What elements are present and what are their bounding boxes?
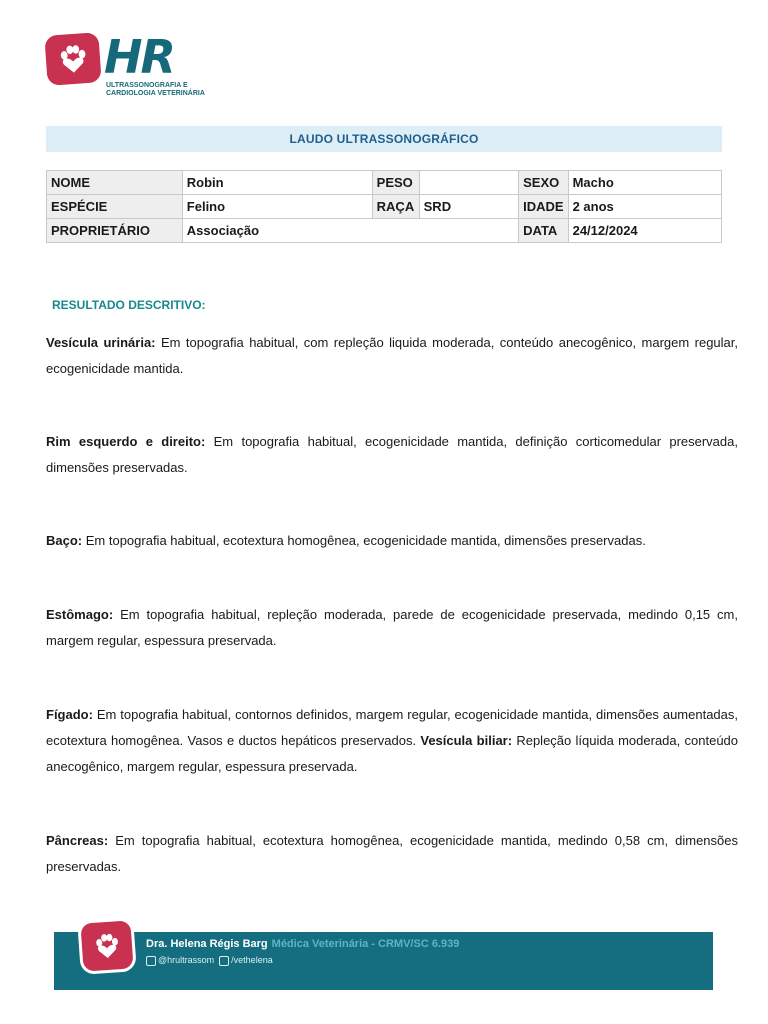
finding-text: Em topografia habitual, ecotextura homogênea, ecogenicidade mantida, dimensões preservadas. — [82, 533, 646, 548]
paw-icon — [80, 920, 133, 971]
finding-label: Fígado: — [46, 707, 93, 722]
doctor-name: Dra. Helena Régis Barg — [146, 938, 268, 950]
finding-vesicula-urinaria — [46, 330, 738, 382]
table-row — [47, 171, 722, 195]
raca-value: SRD — [419, 195, 519, 219]
idade-label: IDADE — [519, 195, 568, 219]
document-title-bar — [46, 126, 722, 152]
finding-pancreas — [46, 828, 738, 880]
proprietario-label: PROPRIETÁRIO — [47, 219, 183, 243]
facebook-icon — [219, 956, 229, 966]
document-title: LAUDO ULTRASSONOGRÁFICO — [289, 132, 479, 146]
facebook-handle[interactable]: /vethelena — [231, 955, 273, 965]
sexo-value: Macho — [568, 171, 721, 195]
peso-label: PESO — [372, 171, 419, 195]
finding-text: Em topografia habitual, contornos definidos, margem regular, ecogenicidade mantida, dimensões aumentadas, ecotextura homogênea. Vasos e ductos hepáticos preservados. — [46, 707, 738, 748]
finding-label: Rim esquerdo e direito: — [46, 434, 206, 449]
finding-label: Estômago: — [46, 607, 114, 622]
table-row — [47, 195, 722, 219]
peso-value — [419, 171, 519, 195]
data-value: 24/12/2024 — [568, 219, 721, 243]
raca-label: RAÇA — [372, 195, 419, 219]
results-heading: RESULTADO DESCRITIVO: — [52, 298, 206, 312]
finding-label: Vesícula urinária: — [46, 335, 156, 350]
logo-subtitle: ULTRASSONOGRAFIA E CARDIOLOGIA VETERINÁRIA — [106, 82, 205, 97]
nome-label: NOME — [47, 171, 183, 195]
finding-text: Repleção líquida moderada, conteúdo anecogênico, margem regular, espessura preservada. — [46, 733, 739, 774]
social-links — [146, 955, 273, 966]
data-label: DATA — [519, 219, 568, 243]
proprietario-value: Associação — [182, 219, 518, 243]
table-row — [47, 219, 722, 243]
finding-text: Em topografia habitual, ecotextura homogênea, ecogenicidade mantida, medindo 0,58 cm, dimensões preservadas. — [46, 833, 738, 874]
finding-label: Pâncreas: — [46, 833, 109, 848]
finding-text: Em topografia habitual, repleção moderada, parede de ecogenicidade preservada, medindo 0,15 cm, margem regular, espessura preservada. — [46, 607, 738, 648]
finding-text: Em topografia habitual, ecogenicidade mantida, definição corticomedular preservada, dimensões preservadas. — [46, 434, 738, 475]
nome-value: Robin — [182, 171, 372, 195]
clinic-logo — [46, 30, 206, 100]
instagram-icon — [146, 956, 156, 966]
doctor-role: Médica Veterinária - CRMV/SC 6.939 — [271, 938, 460, 950]
patient-info-table — [46, 170, 722, 243]
finding-rins — [46, 429, 738, 481]
especie-value: Felino — [182, 195, 372, 219]
finding-text: Em topografia habitual, com repleção liquida moderada, conteúdo anecogênico, margem regular, ecogenicidade mantida. — [46, 335, 738, 376]
finding-label: Vesícula biliar: — [420, 733, 513, 748]
logo-mark: HR — [104, 30, 174, 84]
finding-figado — [46, 702, 738, 780]
doctor-name-line — [146, 938, 459, 950]
finding-label: Baço: — [46, 533, 83, 548]
finding-estomago — [46, 602, 738, 654]
paw-icon — [44, 32, 101, 86]
especie-label: ESPÉCIE — [47, 195, 183, 219]
finding-baco — [46, 528, 738, 554]
instagram-handle[interactable]: @hrultrassom — [158, 955, 215, 965]
sexo-label: SEXO — [519, 171, 568, 195]
idade-value: 2 anos — [568, 195, 721, 219]
